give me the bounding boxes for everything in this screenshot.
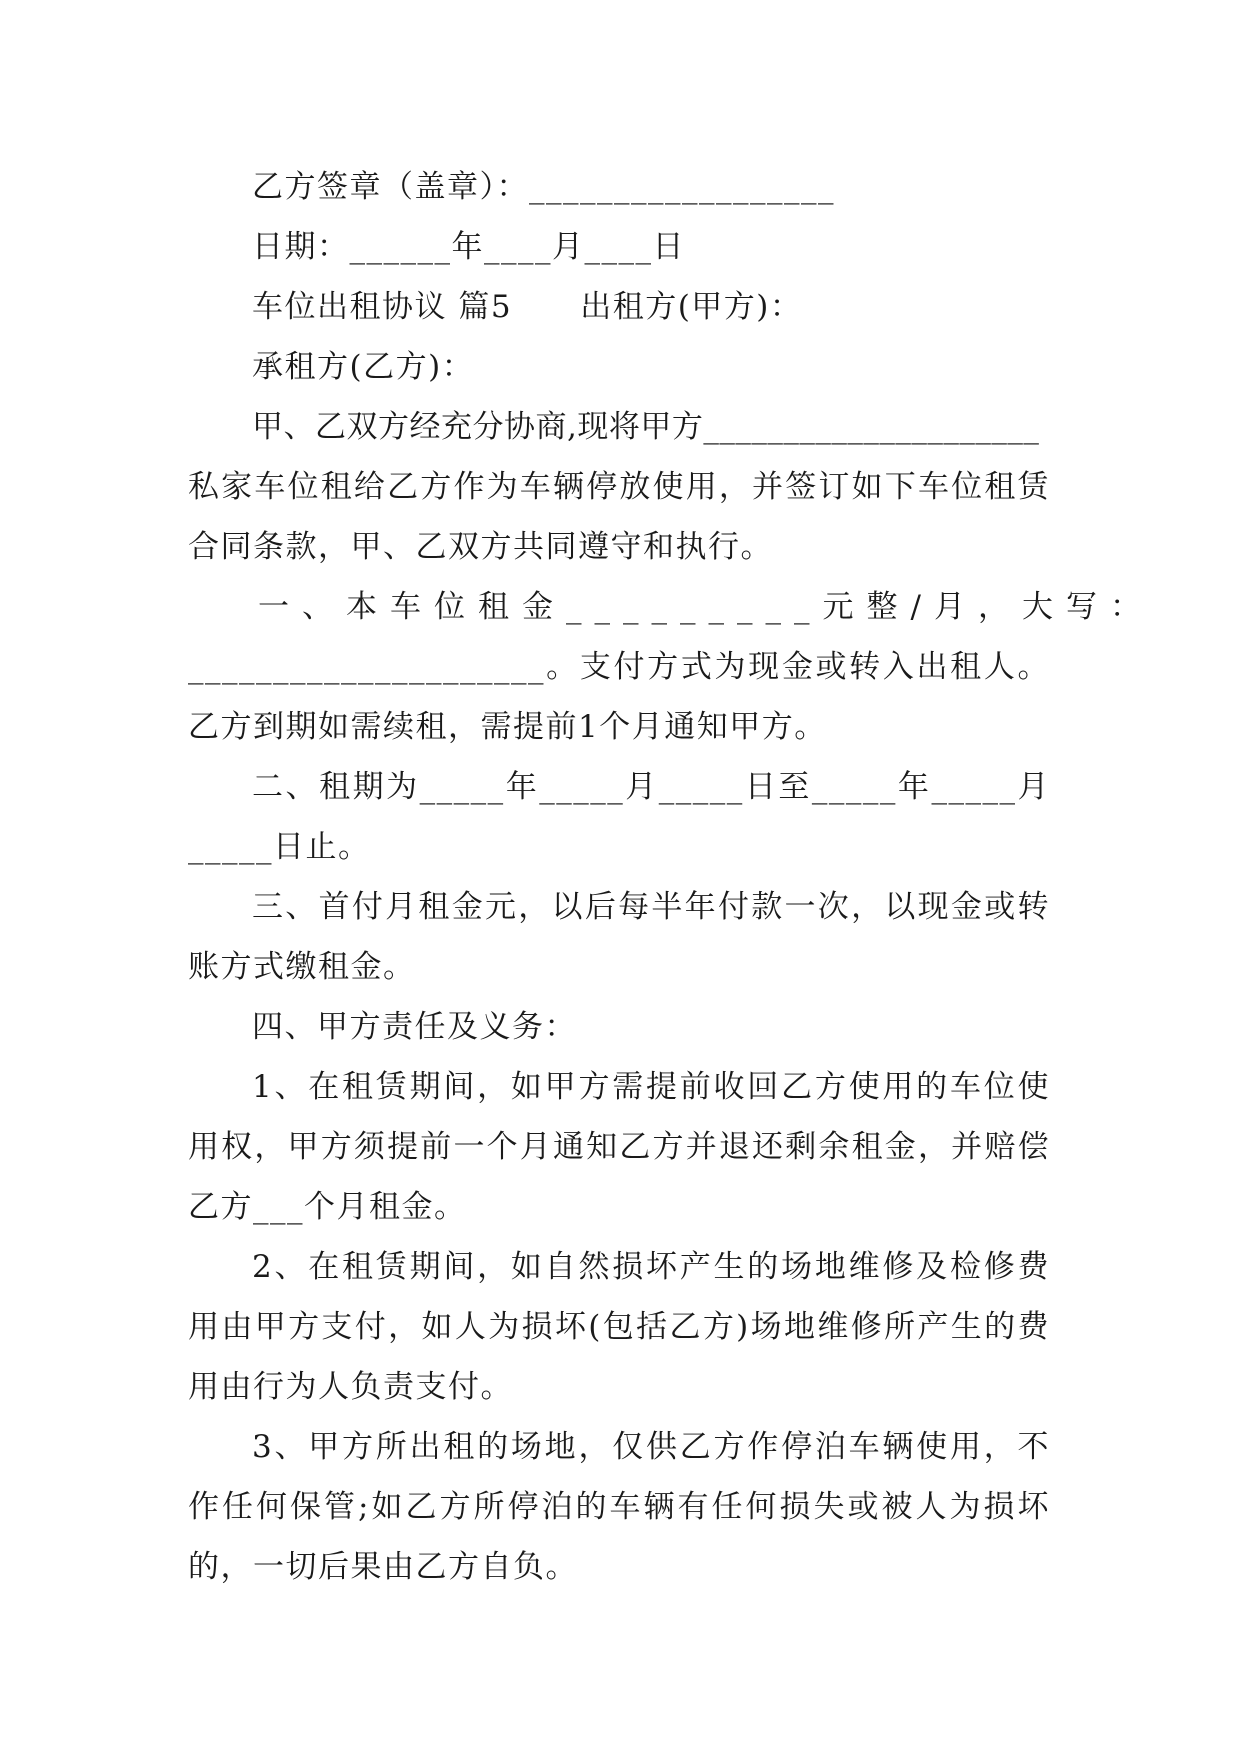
clause-2: 二、租期为_____年_____月_____日至_____年_____月_____日止。 — [188, 769, 1050, 865]
clause-3: 三、首付月租金元，以后每半年付款一次，以现金或转账方式缴租金。 — [188, 889, 1050, 985]
intro-paragraph-line-1: 甲、乙双方经充分协商,现将甲方_____________________ — [252, 409, 1040, 445]
clause-4-item-2: 2、在租赁期间，如自然损坏产生的场地维修及检修费用由甲方支付，如人为损坏(包括乙方)场地维修所产生的费用由行为人负责支付。 — [188, 1249, 1050, 1405]
lessee-line: 承租方(乙方)： — [252, 349, 475, 385]
date-line: 日期：______年____月____日 — [252, 229, 685, 265]
clause-4-title: 四、甲方责任及义务： — [252, 1009, 577, 1045]
clause-1-body: _____________________。支付方式为现金或转入出租人。乙方到期如需续租，需提前1个月通知甲方。 — [188, 649, 1050, 745]
agreement-title-line: 车位出租协议 篇5 出租方(甲方)： — [252, 289, 803, 325]
clause-4-item-3: 3、甲方所出租的场地，仅供乙方作停泊车辆使用，不作任何保管;如乙方所停泊的车辆有任何损失或被人为损坏的，一切后果由乙方自负。 — [188, 1429, 1050, 1585]
document-body — [188, 157, 1154, 1597]
clause-1-heading: 一、本车位租金_________元整/月，大写： — [258, 589, 1154, 625]
signature-line-party-b: 乙方签章（盖章）：__________________ — [252, 169, 835, 205]
intro-paragraph-continuation: 私家车位租给乙方作为车辆停放使用，并签订如下车位租赁合同条款，甲、乙双方共同遵守和执行。 — [188, 469, 1050, 565]
clause-4-item-1: 1、在租赁期间，如甲方需提前收回乙方使用的车位使用权，甲方须提前一个月通知乙方并退还剩余租金，并赔偿乙方___个月租金。 — [188, 1069, 1050, 1225]
